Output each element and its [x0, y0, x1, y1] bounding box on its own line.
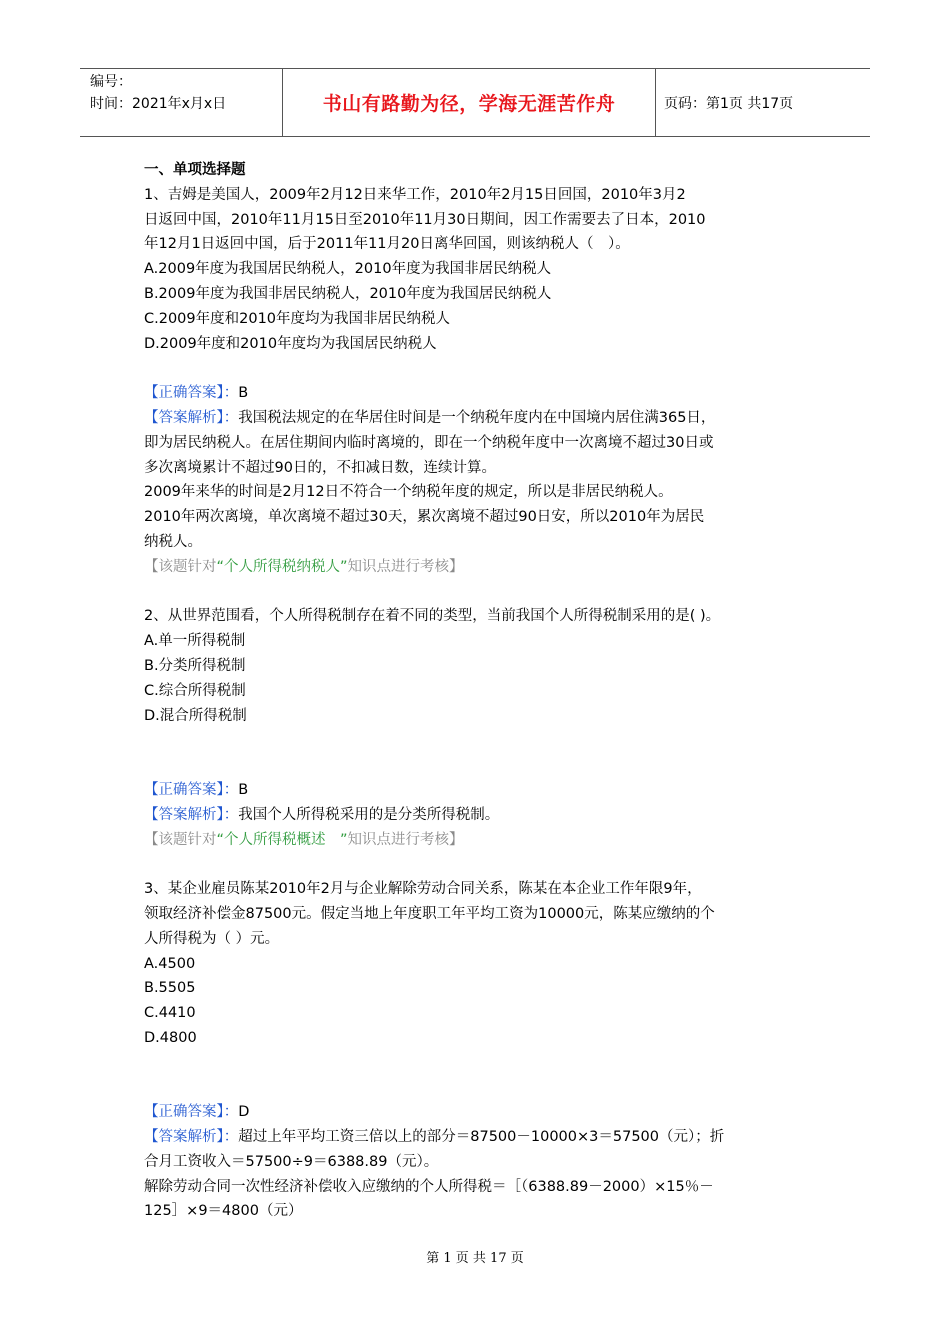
- analysis-line: 纳税人。: [144, 533, 202, 550]
- spacer: [144, 753, 812, 778]
- knowledge-tag: [144, 555, 812, 580]
- page-header: [80, 68, 870, 137]
- analysis-line: 2009年来华的时间是2月12日不符合一个纳税年度的规定，所以是非居民纳税人。: [144, 484, 673, 501]
- question-1: [144, 183, 812, 580]
- analysis-line: 多次离境累计不超过90日的，不扣减日数，连续计算。: [144, 459, 496, 476]
- header-left-cell: [80, 69, 282, 136]
- analysis-line: 即为居民纳税人。在居住期间内临时离境的，即在一个纳税年度中一次离境不超过30日或: [144, 434, 714, 451]
- analysis-line: [144, 1125, 812, 1150]
- analysis-text: 我国税法规定的在华居住时间是一个纳税年度内在中国境内居住满365日，: [238, 409, 716, 426]
- page-footer: 第 1 页 共 17 页: [426, 1251, 524, 1266]
- analysis-line: [144, 406, 812, 431]
- option-c: C.4410: [144, 1005, 196, 1022]
- answer-label: 【正确答案】：: [144, 781, 239, 798]
- option-c: C.综合所得税制: [144, 682, 246, 699]
- time-label: 时间：2021年x月x日: [90, 96, 227, 112]
- option-a: A.4500: [144, 955, 196, 972]
- answer-line: [144, 1100, 812, 1125]
- answer-line: [144, 778, 812, 803]
- spacer: [144, 356, 812, 381]
- header-motto-cell: [282, 69, 656, 136]
- question-stem-line: 2、从世界范围看，个人所得税制存在着不同的类型，当前我国个人所得税制采用的是( )。: [144, 608, 721, 625]
- question-stem-line: 3、某企业雇员陈某2010年2月与企业解除劳动合同关系，陈某在本企业工作年限9年，: [144, 881, 702, 898]
- answer-value: B: [238, 781, 249, 798]
- spacer: [144, 1075, 812, 1100]
- answer-label: 【正确答案】：: [144, 1104, 239, 1121]
- answer-label: 【正确答案】：: [144, 385, 239, 402]
- question-stem-line: 1、吉姆是美国人，2009年2月12日来华工作，2010年2月15日回国，2010年3月2: [144, 186, 686, 203]
- answer-value: D: [238, 1104, 250, 1121]
- option-d: D.混合所得税制: [144, 707, 247, 724]
- spacer: [144, 580, 812, 605]
- question-stem-line: 人所得税为（ ）元。: [144, 930, 280, 947]
- question-2: [144, 604, 812, 852]
- motto: 书山有路勤为径，学海无涯苦作舟: [322, 93, 616, 115]
- analysis-line: 2010年两次离境，单次离境不超过30天，累次离境不超过90日安，所以2010年为居民: [144, 509, 705, 526]
- spacer: [144, 728, 812, 753]
- option-b: B.分类所得税制: [144, 657, 246, 674]
- option-a: A.2009年度为我国居民纳税人，2010年度为我国非居民纳税人: [144, 261, 552, 278]
- page-info: 页码：第1页 共17页: [664, 95, 794, 112]
- tag-prefix: 【该题针对: [144, 558, 217, 575]
- option-b: B.5505: [144, 980, 196, 997]
- spacer: [144, 852, 812, 877]
- option-b: B.2009年度为我国非居民纳税人，2010年度为我国居民纳税人: [144, 285, 552, 302]
- analysis-label: 【答案解析】：: [144, 806, 239, 823]
- analysis-line: 125］×9＝4800（元）: [144, 1203, 303, 1220]
- option-d: D.4800: [144, 1029, 197, 1046]
- analysis-label: 【答案解析】：: [144, 1129, 239, 1146]
- analysis-label: 【答案解析】：: [144, 409, 239, 426]
- knowledge-tag: [144, 828, 812, 853]
- document-body: [144, 158, 812, 1224]
- tag-suffix: 知识点进行考核】: [347, 558, 464, 575]
- analysis-line: 解除劳动合同一次性经济补偿收入应缴纳的个人所得税＝［（6388.89－2000）×15％－: [144, 1178, 714, 1195]
- option-c: C.2009年度和2010年度均为我国非居民纳税人: [144, 310, 451, 327]
- spacer: [144, 1051, 812, 1076]
- header-page-cell: [656, 69, 870, 136]
- option-d: D.2009年度和2010年度均为我国居民纳税人: [144, 335, 437, 352]
- analysis-text: 我国个人所得税采用的是分类所得税制。: [238, 806, 500, 823]
- answer-line: [144, 381, 812, 406]
- question-stem-line: 年12月1日返回中国，后于2011年11月20日离华回国，则该纳税人（ ）。: [144, 236, 630, 253]
- analysis-line: [144, 803, 812, 828]
- tag-prefix: 【该题针对: [144, 831, 217, 848]
- option-a: A.单一所得税制: [144, 633, 246, 650]
- tag-knowledge-point: “个人所得税纳税人”: [216, 558, 348, 575]
- analysis-line: 合月工资收入＝57500÷9＝6388.89（元）。: [144, 1153, 439, 1170]
- code-label: 编号：: [90, 74, 132, 90]
- question-3: [144, 877, 812, 1224]
- analysis-text: 超过上年平均工资三倍以上的部分＝87500－10000×3＝57500（元）；折: [238, 1129, 725, 1146]
- tag-suffix: 知识点进行考核】: [347, 831, 464, 848]
- tag-knowledge-point: “个人所得税概述 ”: [216, 831, 348, 848]
- question-stem-line: 领取经济补偿金87500元。假定当地上年度职工年平均工资为10000元，陈某应缴纳的个: [144, 905, 715, 922]
- answer-value: B: [238, 385, 249, 402]
- section-title: 一、单项选择题: [144, 162, 246, 178]
- question-stem-line: 日返回中国，2010年11月15日至2010年11月30日期间，因工作需要去了日本，2010: [144, 211, 706, 228]
